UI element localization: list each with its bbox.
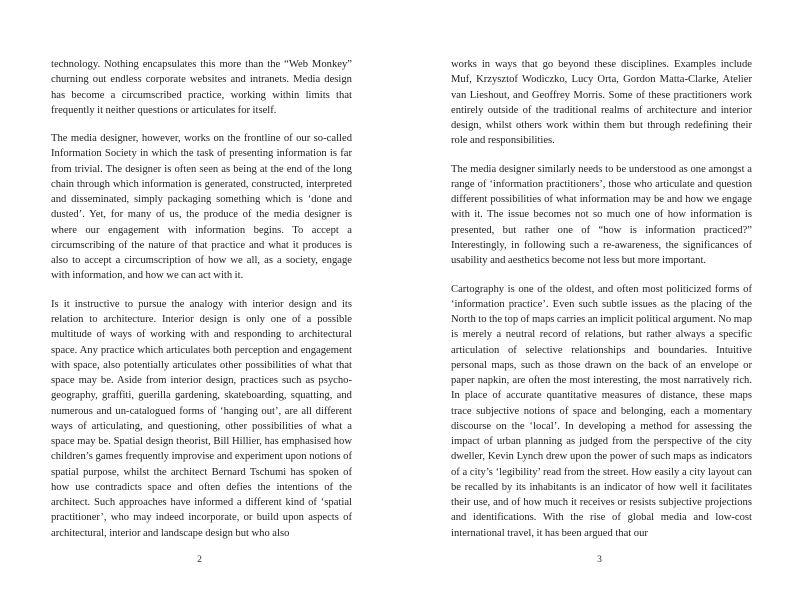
page-number-right: 3 xyxy=(597,555,602,565)
paragraph: Is it instructive to pursue the analogy with interior design and its relation to architecture. Interior design is only one of a possible multitude of ways of working with and responding to architectural space. Any practice which articulates both perception and engagement with space, also potentially articulates other possibilities of what that space may be. Aside from interior design, practices such as psycho-geography, graffiti, guerilla gardening, skateboarding, squatting, and numerous and un-catalogued forms of ‘hanging out’, are all different ways of articulating, and questioning, other possibilities of what a space may be. Spatial design theorist, Bill Hillier, has emphasised how children’s games frequently improvise and experiment upon notions of spatial purpose, whilst the architect Bernard Tschumi has spoken of how use contradicts space and often defies the intentions of the architect. Such approaches have informed a different kind of ‘spatial practitioner’, who may indeed incorporate, or build upon aspects of architectural, interior and landscape design but who also xyxy=(51,298,352,539)
paragraph: technology. Nothing encapsulates this more than the “Web Monkey” churning out endless corporate websites and intranets. Media design has become a circumscribed practice, working within limits that frequently it neither questions or articulates for itself. xyxy=(51,59,352,116)
page-right xyxy=(400,0,799,600)
page-left xyxy=(0,0,399,600)
paragraph: The media designer, however, works on the frontline of our so-called Information Society in which the task of presenting information is far from trivial. The designer is often seen as being at the end of the long chain through which information is generated, constructed, interpreted and disseminated, simply packaging something which is ‘done and dusted’. Yet, for many of us, the produce of the media designer is where our engagement with information begins. To accept a circumscribing of the nature of that practice and what it produces is also to accept a circumscription of how we all, as a society, engage with information, and how we can act with it. xyxy=(51,133,352,282)
paragraph: The media designer similarly needs to be understood as one amongst a range of ‘information practitioners’, those who articulate and question different possibilities of what information may be and how we engage with it. The issue becomes not so much one of how information is presented, but rather one of “how is information practiced?” Interestingly, in following such a re-awareness, the significances of usability and aesthetics become not less but more important. xyxy=(451,163,752,267)
paragraph: works in ways that go beyond these disciplines. Examples include Muf, Krzysztof Wodiczko, Lucy Orta, Gordon Matta-Clarke, Atelier van Lieshout, and Geoffrey Morris. Some of these practitioners work entirely outside of the traditional realms of architecture and interior design, whilst others work within them but through redefining their role and responsibilities. xyxy=(451,59,752,147)
paragraph: Cartography is one of the oldest, and often most politicized forms of ‘information practice’. Even such subtle issues as the placing of the North to the top of maps carries an implicit political argument. No map is merely a neutral record of relations, but rather always a specific articulation of selective relationships and boundaries. Intuitive personal maps, such as those drawn on the back of an envelope or paper napkin, are often the most interesting, the most narratively rich. In place of accurate quantitative measures of distance, these maps trace subjective notions of space and belonging, each a momentary discourse on the ‘local’. In developing a method for assessing the impact of urban planning as judged from the perspective of the city dweller, Kevin Lynch drew upon the power of such maps as indicators of a city’s ‘legibility’ read from the street. How easily a city layout can be recalled by its inhabitants is an indicator of how well it facilitates their use, and of how much it receives or resists subjective projections and identifications. With the rise of global media and low-cost international travel, it has been argued that our xyxy=(451,283,752,539)
text-column-left xyxy=(51,57,352,539)
text-column-right xyxy=(451,57,752,539)
page-number-left: 2 xyxy=(197,555,202,565)
